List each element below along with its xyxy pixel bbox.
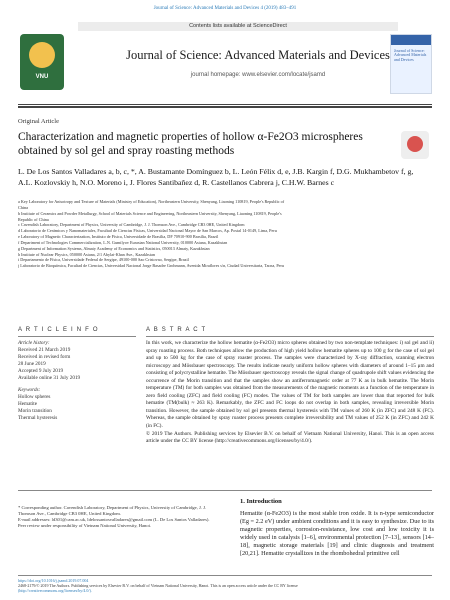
journal-header [18, 22, 432, 100]
contents-bar: Contents lists available at ScienceDirect [78, 22, 398, 31]
page-footer [18, 578, 432, 594]
affiliation: i Departamento de Física, Universidade Federal de Sergipe, 49100-000 Sao Cristovao, Sergipe, Brazil [18, 257, 189, 263]
footer-rule [18, 575, 432, 576]
article-title: Characterization and magnetic properties of hollow α-Fe2O3 microspheres obtained by sol gel and spray roasting methods [18, 131, 363, 157]
history-line: Available online 31 July 2019 [18, 375, 81, 381]
keyword: Hollow spheres [18, 394, 51, 400]
footnote: * Corresponding author. Cavendish Laboratory, Department of Physics, University of Cambridge, J. J. Thomson Ave., Cambridge CB3 0HE, United Kingdom. [18, 505, 207, 516]
affiliation: j Laboratorio de Bioquímica, Facultad de Ciencias, Universidad Nacional Jorge Basadre Grohmann, Avenida Miraflores s/n, Ciudad Universitaria, Tacna, Peru [18, 263, 285, 269]
info-rule [18, 336, 136, 337]
footnote: E-mail addresses: ld301@cam.ac.uk, ldelossantosvalladares@gmail.com (L. De Los Santos Valladares). [18, 517, 210, 522]
affiliation: b Institute of Ceramics and Powder Metallurgy, School of Materials Science and Engineering, Northeastern University, Shenyang, Liaoning 110819, People's [18, 210, 282, 216]
affiliation: e Laboratory of Magnetic Characterization, Instituto de Física, Universidade de Brasília, DF 70910-900 Brasília, Brazil [18, 234, 219, 240]
keyword: Hematite [18, 401, 38, 407]
footnotes [18, 505, 218, 529]
history-line: Accepted 9 July 2019 [18, 368, 64, 374]
history-line: Received in revised form [18, 354, 71, 360]
publisher-logo [20, 34, 64, 90]
history-line: 28 June 2019 [18, 361, 46, 367]
journal-cover [390, 34, 432, 94]
abstract-copyright: © 2019 The Authors. Publishing services by Elsevier B.V. on behalf of Vietnam National University, Hanoi. This is an open access article under the CC BY license (http://creativecommons.org/licenses/by/4.0/). [146, 430, 434, 445]
journal-homepage-link[interactable]: journal homepage: www.elsevier.com/locate/jsamd [190, 72, 326, 78]
header-rule-thick [18, 106, 432, 108]
abstract-text: In this work, we characterize the hollow hematite (α-Fe2O3) micro spheres obtained by two non-template techniques: i) sol gel and ii) spray roasting process. Both techniques allow the production of high yield hollow hematite spheres up to 100 g for the case of sol gel and up to 500 kg for the case of spray roaster process. The samples were characterized by X-ray diffraction, scanning electron microscopy and Mössbauer spectroscopy. The results indicate nearly uniform hollow spheres with diameters of around 1–15 μm and consisting of polycrystalline hematite. The Mössbauer spectroscopy reveals the signal change of quadrupole shift values evidencing the occurrence of the Morin transition and that the samples show an antiferromagnetic order at 77 K as in bulk hematite. The Morin temperature (TM) for both samples was obtained from the measurements of the magnetic moments as a function of the temperature in zero field cooling (ZFC) and field cooling (FC) modes. The values of TM for both samples are lower than that reported for bulk hematite (TM(bulk) ≈ 263 K). Remarkably, the ZFC and FC loops do not overlap in both samples, revealing irreversible Morin transition. However, the sample obtained by sol gel presents thermal hysteresis with TM values of 260 K (in ZFC) and 248 K (FC). Whereas, the sample obtained by spray roaster process presents complete irreversibility and TM values of 252 K (in ZFC) and 242 K (in FC). [146, 340, 434, 430]
author-list: L. De Los Santos Valladares a, b, c, *, A. Bustamante Domínguez b, L. León Félix d, e, J.B. Kargin f, D.G. Mukhambetov f, g, A.L. Kozlovskiy h, N.O. Moreno i, J. Flores Santibañez d, R. Castellanos Cabrera j, C.H.W. Barnes c [18, 167, 414, 188]
section-rule [18, 490, 432, 491]
article-info-heading: A R T I C L E I N F O [18, 327, 99, 333]
footnote: Peer review under responsibility of Vietnam National University, Hanoi. [18, 523, 152, 528]
article-info [18, 340, 136, 422]
abstract-rule [146, 336, 434, 337]
header-rule [18, 104, 432, 105]
history-line: Received 21 March 2019 [18, 347, 71, 353]
affiliation: Republic of China [18, 216, 49, 222]
affiliation: China [18, 204, 29, 210]
history-heading: Article history: [18, 340, 50, 346]
doi-link[interactable]: https://doi.org/10.1016/j.jsamd.2019.07.004 [18, 578, 89, 583]
journal-title: Journal of Science: Advanced Materials and Devices [126, 48, 390, 62]
keyword: Morin transition [18, 408, 52, 414]
crossmark-icon [407, 136, 423, 152]
introduction-heading: 1. Introduction [240, 498, 282, 505]
logo-emblem-icon [29, 42, 55, 68]
cover-band [391, 35, 431, 45]
crossmark-badge[interactable] [401, 131, 429, 159]
footer-license: 2468-2179/© 2019 The Authors. Publishing services by Elsevier B.V. on behalf of Vietnam National University, Hanoi. This is an open access article under the CC BY license [18, 583, 298, 589]
affiliation: c Cavendish Laboratory, Department of Physics, University of Cambridge, J. J. Thomson Ave., Cambridge CB3 0HE, United Kingdom [18, 222, 245, 228]
license-link[interactable]: (http://creativecommons.org/licenses/by/4.0/). [18, 588, 92, 594]
abstract-body [146, 340, 434, 446]
affiliation: d Laboratorio de Cerámicos y Nanomateriales, Facultad de Ciencias Físicas, Universidad Nacional Mayor de San Marcos, Ap. Postal 14-0149, Lima, Peru [18, 228, 277, 234]
logo-label: VNU [35, 74, 49, 80]
affiliation: f Department of Technologies Commercialization, L.N. Gumilyov Eurasian National University, 010000 Astana, Kazakhstan [18, 239, 228, 245]
keywords-heading: Keywords: [18, 387, 41, 393]
introduction-text: Hematite (α-Fe2O3) is the most stable iron oxide. It is n-type semiconductor (Eg = 2.2 eV) under ambient conditions and it is easy to synthesize. Due to its magnetic properties, corrosion-resistance, low cost and low toxicity it is widely used in catalysis [1–6], environmental protection [7–13], sensors [14–18], magnetic storage materials [19] and clinic diagnosis and treatment [20,21]. Hematite crystallizes in the rhombohedral primitive cell [240, 510, 434, 557]
affiliation: a Key Laboratory for Anisotropy and Texture of Materials (Ministry of Education), Northeastern University, Shenyang, Liaoning 110819, People's Republic of [18, 199, 285, 204]
article-type: Original Article [18, 118, 59, 125]
affiliations [18, 199, 432, 269]
affiliation: h Institute of Nuclear Physics, 050000 Astana, 2/1 Abylai-Khan Ave., Kazakhstan [18, 251, 155, 257]
affiliation: g Department of Information Systems, Almaty Academy of Economics and Statistics, 050013 Almaty, Kazakhstan [18, 245, 210, 251]
keyword: Thermal hysteresis [18, 415, 58, 421]
journal-citation: Journal of Science: Advanced Materials and Devices 4 (2019) 483–491 [153, 6, 297, 11]
abstract-heading: A B S T R A C T [146, 327, 207, 333]
cover-title: Journal of Science: Advanced Materials and Devices [394, 48, 427, 62]
